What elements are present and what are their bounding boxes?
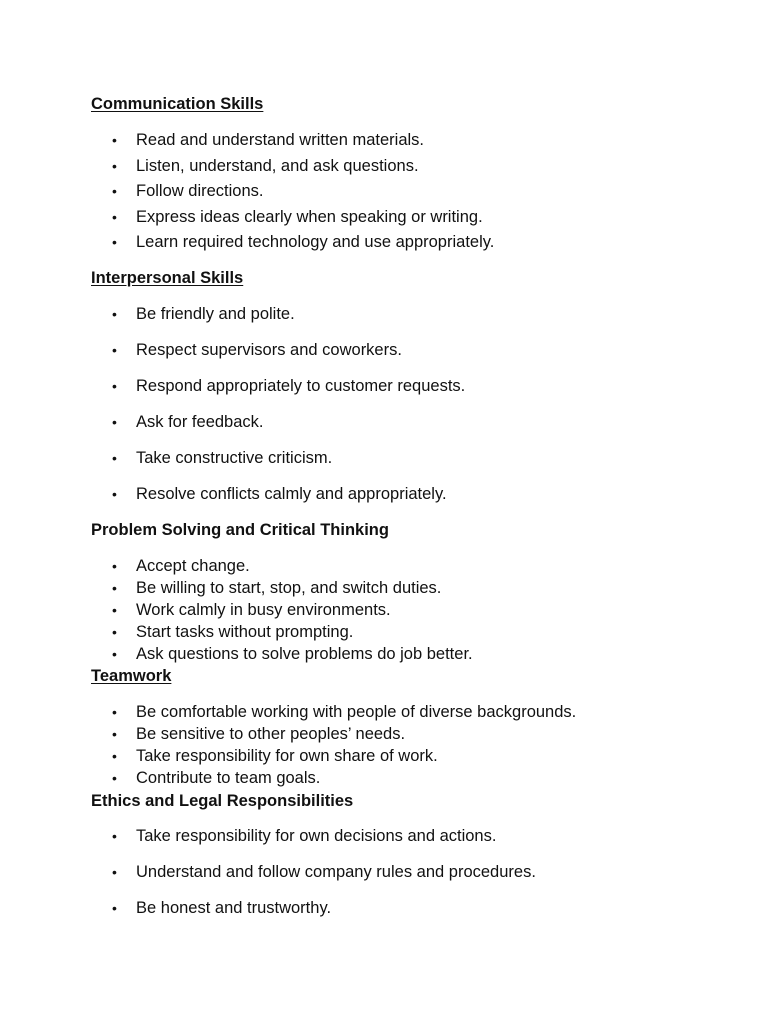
bullet-icon: • [112,558,117,574]
list-item [112,826,497,846]
bullet-icon: • [112,183,117,199]
section-heading-communication-skills: Communication Skills [91,95,264,113]
list-item-text: Accept change. [136,557,250,575]
bullet-icon: • [112,414,117,430]
list-item-text: Ask for feedback. [136,413,264,431]
list-item [112,898,332,918]
bullet-icon: • [112,306,117,322]
list-item [112,232,495,252]
bullet-icon: • [112,378,117,394]
list-item-text: Understand and follow company rules and procedures. [136,863,536,881]
bullet-icon: • [112,602,117,618]
list-item [112,376,466,396]
list-item [112,484,447,504]
list-item [112,600,391,620]
list-item-text: Take responsibility for own share of work. [136,747,438,765]
list-item-text: Read and understand written materials. [136,131,424,149]
list-item [112,862,536,882]
list-item [112,207,483,227]
list-item [112,156,419,176]
list-item [112,768,321,788]
list-item [112,746,438,766]
list-item-text: Be friendly and polite. [136,305,295,323]
list-item-text: Express ideas clearly when speaking or writing. [136,208,483,226]
list-item [112,724,406,744]
bullet-icon: • [112,770,117,786]
bullet-icon: • [112,828,117,844]
bullet-icon: • [112,646,117,662]
list-item-text: Respect supervisors and coworkers. [136,341,402,359]
list-item-text: Contribute to team goals. [136,769,321,787]
list-item [112,702,577,722]
list-item [112,340,402,360]
bullet-icon: • [112,158,117,174]
list-item [112,130,424,150]
list-item-text: Listen, understand, and ask questions. [136,157,419,175]
section-heading-teamwork: Teamwork [91,667,172,685]
bullet-icon: • [112,748,117,764]
bullet-icon: • [112,726,117,742]
bullet-icon: • [112,900,117,916]
list-item-text: Take constructive criticism. [136,449,333,467]
list-item-text: Learn required technology and use appropriately. [136,233,495,251]
list-item-text: Be sensitive to other peoples’ needs. [136,725,406,743]
list-item [112,578,442,598]
list-item [112,181,264,201]
list-item-text: Work calmly in busy environments. [136,601,391,619]
list-item-text: Follow directions. [136,182,264,200]
list-item-text: Resolve conflicts calmly and appropriately. [136,485,447,503]
list-item-text: Take responsibility for own decisions and actions. [136,827,497,845]
list-item-text: Start tasks without prompting. [136,623,354,641]
list-item [112,622,354,642]
bullet-icon: • [112,234,117,250]
bullet-icon: • [112,704,117,720]
bullet-icon: • [112,580,117,596]
list-item-text: Be comfortable working with people of diverse backgrounds. [136,703,577,721]
list-item [112,556,250,576]
bullet-icon: • [112,450,117,466]
list-item-text: Respond appropriately to customer requests. [136,377,466,395]
bullet-icon: • [112,864,117,880]
bullet-icon: • [112,132,117,148]
list-item [112,304,295,324]
list-item [112,644,473,664]
bullet-icon: • [112,486,117,502]
section-heading-interpersonal-skills: Interpersonal Skills [91,269,244,287]
section-heading-problem-solving: Problem Solving and Critical Thinking [91,521,389,539]
section-heading-ethics-legal: Ethics and Legal Responsibilities [91,792,354,810]
list-item-text: Be willing to start, stop, and switch duties. [136,579,442,597]
list-item-text: Ask questions to solve problems do job better. [136,645,473,663]
bullet-icon: • [112,624,117,640]
bullet-icon: • [112,342,117,358]
bullet-icon: • [112,209,117,225]
list-item [112,412,264,432]
list-item [112,448,333,468]
list-item-text: Be honest and trustworthy. [136,899,332,917]
